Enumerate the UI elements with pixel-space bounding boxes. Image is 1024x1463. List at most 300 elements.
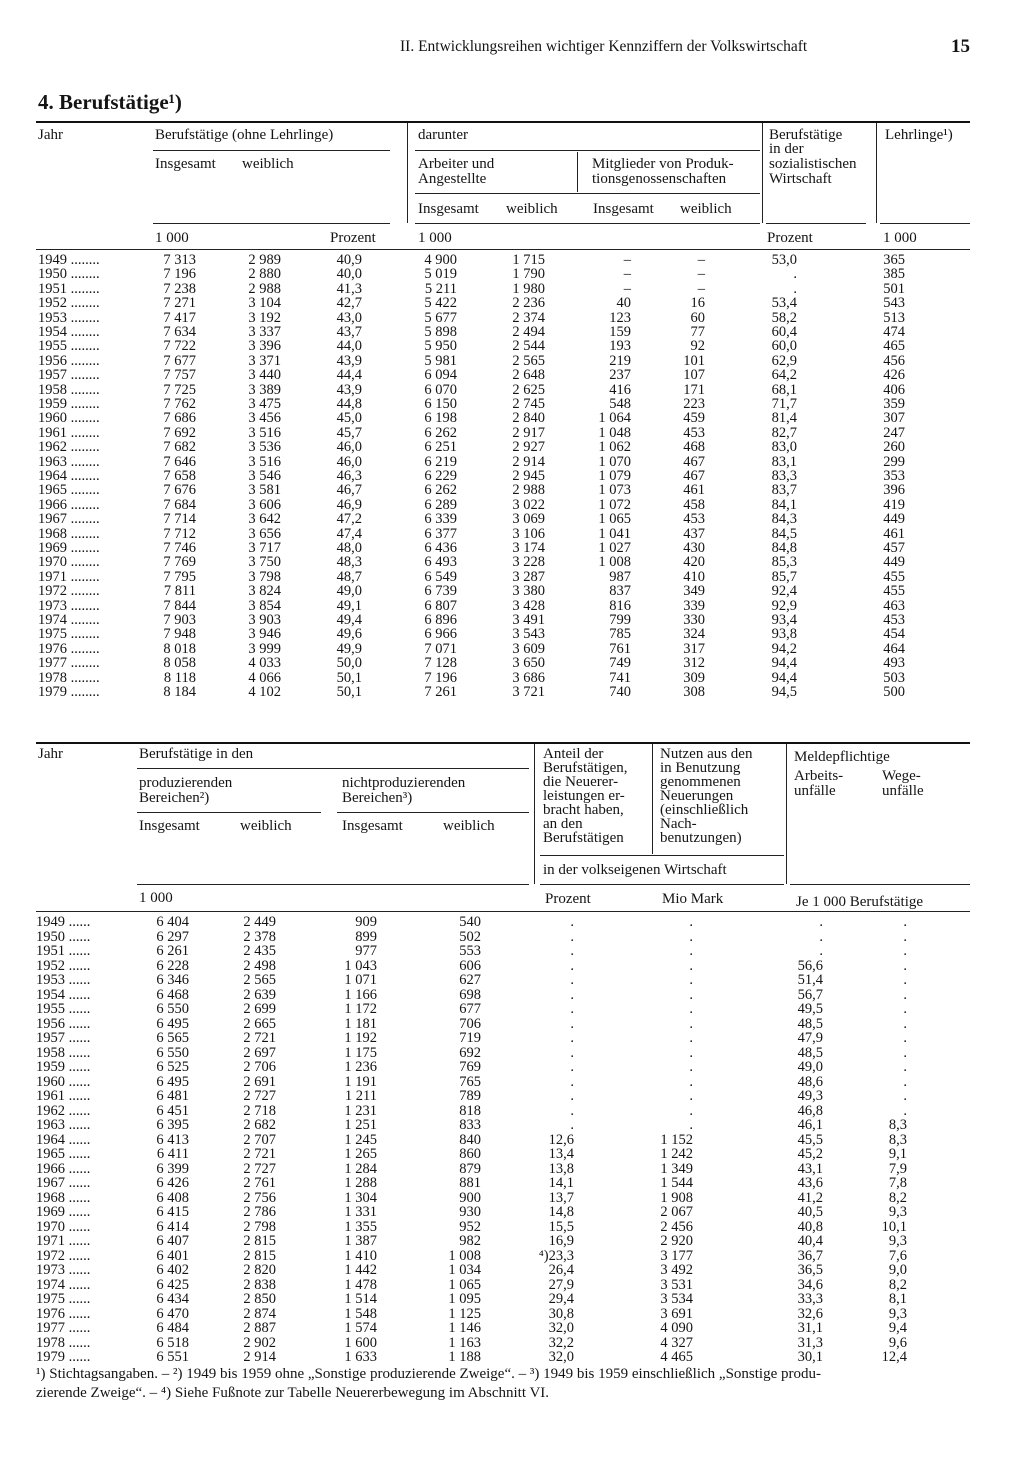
t1-head-insgesamt-a: Insgesamt — [418, 201, 479, 217]
t1-cell-jahr: 1962 ........ — [38, 439, 100, 456]
t2-head-nprod-1: nichtproduzierenden — [342, 775, 466, 791]
t1-cell-prozent: 44,4 — [336, 367, 362, 384]
t1-cell-mitglieder-insgesamt: 1 062 — [598, 439, 631, 456]
t2-cell-wegeunfaelle: . — [903, 1015, 907, 1032]
t2-cell-prod-weiblich: 2 435 — [243, 943, 276, 959]
t2-cell-nprod-insgesamt: 1 191 — [344, 1073, 377, 1090]
t2-cell-nprod-insgesamt: 1 172 — [344, 1001, 377, 1017]
t2-cell-prod-weiblich: 2 850 — [243, 1291, 276, 1307]
t2-cell-nutzen-mio-mark: 1 152 — [660, 1131, 693, 1148]
running-head: II. Entwicklungsreihen wichtiger Kennziffern der Volkswirtschaft — [400, 38, 808, 55]
t2-cell-arbeitsunfaelle: 46,1 — [797, 1117, 823, 1133]
t2-cell-nutzen-mio-mark: . — [689, 914, 693, 930]
t1-cell-weiblich: 3 798 — [248, 568, 281, 585]
t1-cell-lehrlinge: 500 — [883, 684, 905, 700]
t1-cell-sozial-prozent: 83,7 — [771, 482, 797, 499]
t2-cell-prod-weiblich: 2 874 — [243, 1305, 276, 1322]
t2-cell-prod-weiblich: 2 707 — [243, 1131, 276, 1148]
t2-cell-nprod-weiblich: 818 — [459, 1102, 481, 1119]
t1-cell-jahr: 1972 ........ — [38, 583, 100, 600]
t1-cell-jahr: 1975 ........ — [38, 626, 100, 643]
t1-cell-jahr: 1952 ........ — [38, 295, 100, 312]
t2-cell-nprod-weiblich: 952 — [459, 1218, 481, 1235]
t1-cell-arbeiter-insgesamt: 6 807 — [424, 597, 457, 614]
t1-vrule-mitglieder — [577, 152, 578, 192]
t2-cell-jahr: 1974 ...... — [36, 1276, 91, 1293]
t1-cell-arbeiter-weiblich: 2 374 — [512, 309, 545, 326]
t1-cell-mitglieder-weiblich: 77 — [690, 324, 705, 340]
t2-cell-jahr: 1953 ...... — [36, 972, 91, 988]
t1-cell-jahr: 1951 ........ — [38, 280, 100, 297]
t1-cell-sozial-prozent: 92,4 — [771, 583, 797, 600]
t1-cell-arbeiter-weiblich: 2 988 — [512, 482, 545, 499]
t1-rule-unit-a — [153, 223, 390, 224]
t1-cell-lehrlinge: 457 — [883, 540, 905, 556]
t1-cell-arbeiter-weiblich: 2 745 — [512, 396, 545, 412]
t1-cell-mitglieder-insgesamt: 749 — [609, 655, 631, 672]
footnote-line-1: ¹) Stichtagsangaben. – ²) 1949 bis 1959 ohne „Sonstige produzierende Zweige“. – ³) 1949 bis 1959 einschließlich „Sonstige produ- — [36, 1366, 821, 1382]
t1-cell-jahr: 1974 ........ — [38, 612, 100, 628]
t1-cell-jahr: 1979 ........ — [38, 684, 100, 700]
t1-cell-mitglieder-weiblich: 16 — [690, 295, 705, 312]
t1-cell-arbeiter-weiblich: 3 228 — [512, 554, 545, 571]
t1-unit-prozent2: Prozent — [767, 230, 813, 246]
t2-head-insgesamt-n: Insgesamt — [342, 818, 403, 834]
t1-head-sozial-4: Wirtschaft — [769, 171, 832, 187]
t2-cell-nprod-insgesamt: 1 304 — [344, 1189, 377, 1206]
t1-rule-unit-b — [415, 223, 760, 224]
t2-cell-prod-insgesamt: 6 402 — [156, 1262, 189, 1278]
t1-head-sozial-2: in der — [769, 141, 804, 157]
t1-vrule-lehrlinge — [876, 123, 877, 223]
t1-cell-arbeiter-weiblich: 3 174 — [512, 540, 545, 556]
t1-cell-lehrlinge: 307 — [883, 410, 905, 427]
t2-cell-arbeitsunfaelle: . — [819, 943, 823, 959]
t1-cell-arbeiter-weiblich: 2 494 — [512, 324, 545, 340]
t2-cell-wegeunfaelle: 8,2 — [888, 1276, 907, 1293]
t2-cell-wegeunfaelle: . — [903, 1073, 907, 1090]
t2-cell-jahr: 1959 ...... — [36, 1059, 91, 1075]
t2-cell-anteil-prozent: 16,9 — [548, 1233, 574, 1249]
t2-cell-anteil-prozent: . — [570, 943, 574, 959]
t2-cell-nutzen-mio-mark: . — [689, 1117, 693, 1133]
t2-cell-anteil-prozent: . — [570, 1030, 574, 1046]
t2-cell-nprod-weiblich: 502 — [459, 928, 481, 945]
t2-cell-arbeitsunfaelle: 43,1 — [797, 1160, 823, 1177]
t2-cell-prod-weiblich: 2 902 — [243, 1334, 276, 1351]
t1-cell-mitglieder-weiblich: 468 — [683, 439, 705, 456]
t1-cell-prozent: 40,0 — [336, 266, 362, 283]
t1-cell-prozent: 47,2 — [336, 511, 362, 528]
t1-cell-lehrlinge: 419 — [883, 496, 905, 513]
t1-cell-arbeiter-weiblich: 1 790 — [512, 266, 545, 283]
t2-head-nutzen-7: benutzungen) — [660, 830, 742, 846]
t1-cell-jahr: 1949 ........ — [38, 252, 100, 268]
t2-cell-jahr: 1978 ...... — [36, 1334, 91, 1351]
t1-cell-lehrlinge: 474 — [883, 324, 905, 340]
t1-cell-weiblich: 3 581 — [248, 482, 281, 499]
t2-cell-arbeitsunfaelle: 56,7 — [797, 986, 823, 1003]
t2-cell-prod-insgesamt: 6 346 — [156, 972, 189, 988]
t2-cell-nprod-weiblich: 719 — [459, 1030, 481, 1046]
t1-cell-mitglieder-weiblich: 410 — [683, 568, 705, 585]
t2-cell-nprod-weiblich: 540 — [459, 914, 481, 930]
t1-cell-lehrlinge: 465 — [883, 338, 905, 355]
t1-cell-sozial-prozent: 62,9 — [771, 352, 797, 369]
t2-cell-jahr: 1968 ...... — [36, 1189, 91, 1206]
t2-unit-je1000: Je 1 000 Berufstätige — [796, 894, 924, 910]
t2-cell-nprod-weiblich: 789 — [459, 1088, 481, 1104]
t1-rule-berufst — [153, 150, 390, 151]
t2-cell-nprod-insgesamt: 1 410 — [344, 1247, 377, 1264]
t1-head-lehrlinge: Lehrlinge¹) — [885, 127, 953, 143]
t1-rule-darunter — [415, 150, 760, 151]
t1-cell-jahr: 1967 ........ — [38, 511, 100, 528]
t1-cell-arbeiter-weiblich: 2 565 — [512, 352, 545, 369]
t2-cell-wegeunfaelle: . — [903, 986, 907, 1003]
t1-cell-insgesamt: 7 682 — [163, 439, 196, 456]
t2-cell-wegeunfaelle: . — [903, 1001, 907, 1017]
t2-cell-nutzen-mio-mark: . — [689, 928, 693, 945]
t1-cell-insgesamt: 7 746 — [163, 540, 196, 556]
t2-cell-nprod-insgesamt: 1 245 — [344, 1131, 377, 1148]
t2-cell-jahr: 1954 ...... — [36, 986, 91, 1003]
t2-cell-nutzen-mio-mark: 1 544 — [660, 1175, 693, 1191]
t1-cell-weiblich: 3 337 — [248, 324, 281, 340]
t1-cell-weiblich: 3 946 — [248, 626, 281, 643]
t1-cell-arbeiter-weiblich: 2 544 — [512, 338, 545, 355]
t1-cell-jahr: 1970 ........ — [38, 554, 100, 571]
t2-cell-prod-insgesamt: 6 228 — [156, 957, 189, 974]
t2-head-nutzen-3: genommenen — [660, 774, 741, 790]
t2-cell-prod-insgesamt: 6 550 — [156, 1001, 189, 1017]
t1-cell-arbeiter-insgesamt: 6 251 — [424, 439, 457, 456]
t2-cell-prod-weiblich: 2 699 — [243, 1001, 276, 1017]
t2-cell-prod-weiblich: 2 786 — [243, 1204, 276, 1220]
t2-rule-unit-a — [137, 884, 529, 885]
t1-cell-prozent: 48,7 — [336, 568, 362, 585]
t1-cell-arbeiter-insgesamt: 6 094 — [424, 367, 457, 384]
t1-cell-mitglieder-weiblich: 437 — [683, 525, 705, 542]
t1-cell-mitglieder-insgesamt: 761 — [609, 640, 631, 657]
t2-cell-anteil-prozent: 27,9 — [548, 1276, 574, 1293]
t1-cell-prozent: 42,7 — [336, 295, 362, 312]
t1-cell-sozial-prozent: 94,4 — [771, 655, 797, 672]
t2-cell-nutzen-mio-mark: . — [689, 1015, 693, 1032]
t1-cell-prozent: 50,1 — [336, 669, 362, 686]
t2-head-wege-2: unfälle — [882, 783, 924, 799]
t2-cell-prod-insgesamt: 6 407 — [156, 1233, 189, 1249]
t1-cell-prozent: 47,4 — [336, 525, 362, 542]
t1-cell-arbeiter-insgesamt: 6 896 — [424, 612, 457, 628]
t2-cell-nutzen-mio-mark: . — [689, 1102, 693, 1119]
t2-head-nutzen-6: Nach- — [660, 816, 697, 832]
t2-cell-prod-insgesamt: 6 408 — [156, 1189, 189, 1206]
t2-cell-anteil-prozent: . — [570, 957, 574, 974]
t2-cell-arbeitsunfaelle: 48,5 — [797, 1015, 823, 1032]
t2-cell-prod-insgesamt: 6 551 — [156, 1349, 189, 1365]
t1-cell-arbeiter-insgesamt: 6 289 — [424, 496, 457, 513]
t2-cell-wegeunfaelle: 7,6 — [888, 1247, 907, 1264]
t2-cell-prod-insgesamt: 6 411 — [156, 1146, 189, 1162]
t2-cell-prod-insgesamt: 6 451 — [156, 1102, 189, 1119]
t2-unit-1000: 1 000 — [139, 890, 173, 906]
t2-cell-prod-weiblich: 2 721 — [243, 1146, 276, 1162]
t2-cell-prod-weiblich: 2 756 — [243, 1189, 276, 1206]
t1-cell-lehrlinge: 455 — [883, 568, 905, 585]
t1-cell-insgesamt: 7 313 — [163, 252, 196, 268]
t2-cell-wegeunfaelle: 8,3 — [888, 1131, 907, 1148]
t1-cell-insgesamt: 8 058 — [163, 655, 196, 672]
t2-cell-nprod-insgesamt: 1 600 — [344, 1334, 377, 1351]
t1-cell-weiblich: 3 389 — [248, 381, 281, 398]
t1-cell-arbeiter-weiblich: 2 625 — [512, 381, 545, 398]
t1-cell-arbeiter-insgesamt: 6 262 — [424, 424, 457, 441]
t2-head-jahr: Jahr — [38, 746, 63, 762]
t2-cell-prod-weiblich: 2 639 — [243, 986, 276, 1003]
t2-cell-prod-insgesamt: 6 481 — [156, 1088, 189, 1104]
t2-cell-prod-weiblich: 2 697 — [243, 1044, 276, 1061]
t1-cell-lehrlinge: 463 — [883, 597, 905, 614]
t2-rule-nprod — [337, 812, 529, 813]
t1-cell-mitglieder-insgesamt: 987 — [609, 568, 631, 585]
t1-cell-mitglieder-weiblich: 467 — [683, 453, 705, 470]
t1-cell-arbeiter-weiblich: 1 980 — [512, 280, 545, 297]
t1-cell-insgesamt: 7 271 — [163, 295, 196, 312]
t2-cell-prod-insgesamt: 6 413 — [156, 1131, 189, 1148]
t1-cell-insgesamt: 7 676 — [163, 482, 196, 499]
t1-cell-jahr: 1963 ........ — [38, 453, 100, 470]
t2-cell-jahr: 1952 ...... — [36, 957, 91, 974]
t2-cell-nutzen-mio-mark: 1 242 — [660, 1146, 693, 1162]
t1-cell-jahr: 1956 ........ — [38, 352, 100, 369]
t2-cell-arbeitsunfaelle: 43,6 — [797, 1175, 823, 1191]
t1-cell-prozent: 49,6 — [336, 626, 362, 643]
t1-cell-mitglieder-weiblich: 453 — [683, 511, 705, 528]
t2-cell-nprod-insgesamt: 1 175 — [344, 1044, 377, 1061]
t1-cell-prozent: 43,9 — [336, 352, 362, 369]
t2-cell-nprod-insgesamt: 1 211 — [344, 1088, 377, 1104]
t1-cell-arbeiter-weiblich: 3 106 — [512, 525, 545, 542]
t2-cell-nprod-insgesamt: 1 288 — [344, 1175, 377, 1191]
t1-cell-jahr: 1957 ........ — [38, 367, 100, 384]
t2-cell-wegeunfaelle: . — [903, 1044, 907, 1061]
t2-cell-prod-insgesamt: 6 550 — [156, 1044, 189, 1061]
t2-cell-nprod-weiblich: 698 — [459, 986, 481, 1003]
t1-cell-weiblich: 3 456 — [248, 410, 281, 427]
t1-cell-mitglieder-weiblich: 309 — [683, 669, 705, 686]
t1-head-sozial-1: Berufstätige — [769, 127, 843, 143]
t1-cell-weiblich: 3 536 — [248, 439, 281, 456]
t1-cell-arbeiter-insgesamt: 6 377 — [424, 525, 457, 542]
t1-cell-prozent: 49,4 — [336, 612, 362, 628]
t1-cell-lehrlinge: 455 — [883, 583, 905, 600]
t1-cell-jahr: 1964 ........ — [38, 468, 100, 484]
t1-head-arbeiter-1: Arbeiter und — [418, 156, 495, 172]
t1-cell-arbeiter-weiblich: 1 715 — [512, 252, 545, 268]
t2-cell-nprod-insgesamt: 1 251 — [344, 1117, 377, 1133]
t1-cell-arbeiter-insgesamt: 7 196 — [424, 669, 457, 686]
t1-cell-arbeiter-weiblich: 3 380 — [512, 583, 545, 600]
t1-cell-prozent: 46,7 — [336, 482, 362, 499]
t1-cell-weiblich: 3 104 — [248, 295, 281, 312]
t2-cell-nutzen-mio-mark: . — [689, 1088, 693, 1104]
t2-cell-nutzen-mio-mark: . — [689, 972, 693, 988]
t1-cell-sozial-prozent: 94,2 — [771, 640, 797, 657]
t2-cell-prod-weiblich: 2 887 — [243, 1320, 276, 1336]
t1-cell-jahr: 1960 ........ — [38, 410, 100, 427]
t1-cell-lehrlinge: 406 — [883, 381, 905, 398]
t2-cell-arbeitsunfaelle: 49,3 — [797, 1088, 823, 1104]
t1-cell-arbeiter-insgesamt: 6 339 — [424, 511, 457, 528]
t2-vrule-nutzen — [652, 744, 653, 854]
t2-cell-arbeitsunfaelle: 56,6 — [797, 957, 823, 974]
t2-head-nprod-2: Bereichen³) — [342, 790, 413, 806]
t2-head-anteil-4: leistungen er- — [543, 788, 625, 804]
t1-cell-insgesamt: 7 757 — [163, 367, 196, 384]
t2-cell-prod-weiblich: 2 914 — [243, 1349, 276, 1365]
footnote-line-2: zierende Zweige“. – ⁴) Siehe Fußnote zur Tabelle Neuererbewegung im Abschnitt VI. — [36, 1385, 550, 1401]
t1-cell-mitglieder-weiblich: 223 — [683, 396, 705, 412]
t2-cell-arbeitsunfaelle: 40,8 — [797, 1218, 823, 1235]
t2-cell-jahr: 1950 ...... — [36, 928, 91, 945]
t2-unit-miomark: Mio Mark — [662, 891, 724, 907]
t1-cell-sozial-prozent: 58,2 — [771, 309, 797, 326]
t1-cell-sozial-prozent: 84,8 — [771, 540, 797, 556]
t1-cell-lehrlinge: 299 — [883, 453, 905, 470]
t1-cell-sozial-prozent: 94,5 — [771, 684, 797, 700]
t1-cell-jahr: 1969 ........ — [38, 540, 100, 556]
t2-head-anteil-3: die Neuerer- — [543, 774, 619, 790]
t2-cell-prod-insgesamt: 6 434 — [156, 1291, 189, 1307]
t1-cell-insgesamt: 7 712 — [163, 525, 196, 542]
t1-cell-prozent: 43,7 — [336, 324, 362, 340]
t2-cell-prod-insgesamt: 6 484 — [156, 1320, 189, 1336]
t1-cell-lehrlinge: 353 — [883, 468, 905, 484]
t2-cell-wegeunfaelle: . — [903, 1030, 907, 1046]
t2-cell-anteil-prozent: . — [570, 1073, 574, 1090]
t2-cell-nprod-insgesamt: 1 166 — [344, 986, 377, 1003]
t2-cell-nprod-weiblich: 833 — [459, 1117, 481, 1133]
t2-cell-nprod-insgesamt: 1 284 — [344, 1160, 377, 1177]
t1-cell-arbeiter-insgesamt: 7 128 — [424, 655, 457, 672]
t2-cell-jahr: 1960 ...... — [36, 1073, 91, 1090]
t1-cell-lehrlinge: 449 — [883, 511, 905, 528]
t2-cell-anteil-prozent: 32,2 — [548, 1334, 574, 1351]
t2-cell-nutzen-mio-mark: 1 908 — [660, 1189, 693, 1206]
t2-cell-jahr: 1977 ...... — [36, 1320, 91, 1336]
t1-head-darunter: darunter — [418, 127, 468, 143]
t1-cell-weiblich: 3 475 — [248, 396, 281, 412]
t1-cell-arbeiter-insgesamt: 5 950 — [424, 338, 457, 355]
t1-cell-sozial-prozent: 83,1 — [771, 453, 797, 470]
section-title: 4. Berufstätige¹) — [38, 90, 182, 114]
t1-cell-sozial-prozent: 64,2 — [771, 367, 797, 384]
t2-cell-nprod-weiblich: 881 — [459, 1175, 481, 1191]
t2-cell-jahr: 1958 ...... — [36, 1044, 91, 1061]
t1-cell-lehrlinge: 464 — [883, 640, 905, 657]
t1-cell-insgesamt: 8 018 — [163, 640, 196, 657]
t1-cell-mitglieder-insgesamt: 785 — [609, 626, 631, 643]
t1-cell-insgesamt: 7 238 — [163, 280, 196, 297]
t2-cell-anteil-prozent: ⁴)23,3 — [538, 1247, 574, 1264]
t1-cell-mitglieder-insgesamt: 1 079 — [598, 468, 631, 484]
t1-cell-arbeiter-insgesamt: 5 422 — [424, 295, 457, 312]
t2-cell-anteil-prozent: 13,7 — [548, 1189, 574, 1206]
t1-head-weiblich: weiblich — [242, 156, 294, 172]
t1-cell-arbeiter-weiblich: 2 840 — [512, 410, 545, 427]
t1-cell-prozent: 46,3 — [336, 468, 362, 484]
t2-head-anteil-7: Berufstätigen — [543, 830, 624, 846]
t1-cell-arbeiter-weiblich: 3 287 — [512, 568, 545, 585]
t1-cell-jahr: 1953 ........ — [38, 309, 100, 326]
t2-cell-prod-weiblich: 2 498 — [243, 957, 276, 974]
t2-cell-jahr: 1967 ...... — [36, 1175, 91, 1191]
t2-vrule-anteil — [534, 744, 535, 884]
table2-top-rule — [36, 742, 970, 744]
t1-cell-sozial-prozent: 53,4 — [771, 295, 797, 312]
t2-cell-prod-weiblich: 2 682 — [243, 1117, 276, 1133]
t1-cell-mitglieder-insgesamt: 416 — [609, 381, 631, 398]
t2-cell-arbeitsunfaelle: 49,0 — [797, 1059, 823, 1075]
t1-cell-insgesamt: 7 903 — [163, 612, 196, 628]
t2-cell-prod-weiblich: 2 815 — [243, 1247, 276, 1264]
t1-cell-arbeiter-weiblich: 3 686 — [512, 669, 545, 686]
t2-cell-nprod-weiblich: 1 163 — [448, 1334, 481, 1351]
t2-head-nutzen-4: Neuerungen — [660, 788, 734, 804]
t1-cell-arbeiter-weiblich: 3 428 — [512, 597, 545, 614]
t2-cell-wegeunfaelle: 12,4 — [881, 1349, 907, 1365]
t2-cell-wegeunfaelle: 9,3 — [888, 1305, 907, 1322]
t1-cell-insgesamt: 7 811 — [163, 583, 196, 600]
t2-cell-jahr: 1969 ...... — [36, 1204, 91, 1220]
t2-cell-wegeunfaelle: 7,9 — [888, 1160, 907, 1177]
t1-cell-weiblich: 3 717 — [248, 540, 281, 556]
t1-cell-weiblich: 2 880 — [248, 266, 281, 283]
t2-rule-unit-b — [540, 884, 784, 885]
t2-cell-anteil-prozent: . — [570, 972, 574, 988]
t2-rule-prod — [137, 812, 321, 813]
t1-cell-weiblich: 4 066 — [248, 669, 281, 686]
t1-cell-prozent: 49,1 — [336, 597, 362, 614]
t1-cell-mitglieder-weiblich: 349 — [683, 583, 705, 600]
t1-vrule-darunter — [407, 123, 408, 223]
t1-cell-insgesamt: 7 684 — [163, 496, 196, 513]
t1-cell-sozial-prozent: 68,1 — [771, 381, 797, 398]
t2-cell-arbeitsunfaelle: 36,7 — [797, 1247, 823, 1264]
t1-cell-jahr: 1978 ........ — [38, 669, 100, 686]
t1-cell-weiblich: 3 516 — [248, 424, 281, 441]
t2-head-arbeits-1: Arbeits- — [794, 768, 844, 784]
t2-rule-body — [36, 911, 970, 912]
t1-cell-weiblich: 3 854 — [248, 597, 281, 614]
t2-cell-jahr: 1975 ...... — [36, 1291, 91, 1307]
t1-rule-body — [36, 249, 970, 250]
t1-cell-prozent: 43,9 — [336, 381, 362, 398]
t2-cell-prod-weiblich: 2 721 — [243, 1030, 276, 1046]
t2-cell-nprod-weiblich: 765 — [459, 1073, 481, 1090]
t1-cell-jahr: 1968 ........ — [38, 525, 100, 542]
t2-cell-nprod-weiblich: 627 — [459, 972, 481, 988]
t1-cell-mitglieder-weiblich: 458 — [683, 496, 705, 513]
t1-cell-arbeiter-weiblich: 3 543 — [512, 626, 545, 643]
t1-cell-arbeiter-insgesamt: 5 898 — [424, 324, 457, 340]
t2-cell-prod-weiblich: 2 449 — [243, 914, 276, 930]
t1-cell-jahr: 1973 ........ — [38, 597, 100, 614]
t1-cell-arbeiter-insgesamt: 6 549 — [424, 568, 457, 585]
t2-cell-arbeitsunfaelle: 49,5 — [797, 1001, 823, 1017]
t1-unit-1000c: 1 000 — [883, 230, 917, 246]
